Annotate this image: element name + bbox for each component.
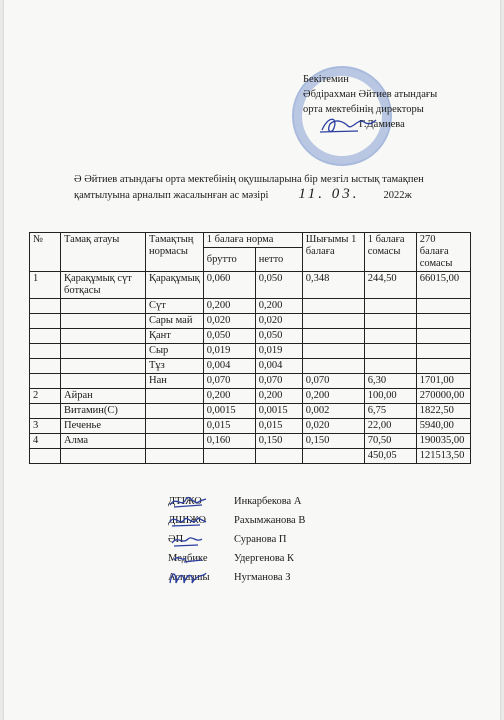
table-cell-sum1 bbox=[364, 344, 416, 359]
table-cell-yield: 0,070 bbox=[302, 374, 364, 389]
table-cell-sum270 bbox=[416, 344, 470, 359]
table-cell-sum270: 270000,00 bbox=[416, 389, 470, 404]
title-line-1: Ә Әйтиев атындағы орта мектебінің оқушыларына бір мезгіл ыстық тамақпен bbox=[74, 174, 424, 185]
table-cell-food: Алма bbox=[61, 434, 146, 449]
table-cell-food: Қарақұмық сүт ботқасы bbox=[61, 272, 146, 299]
table-cell-num bbox=[30, 374, 61, 389]
table-header-row bbox=[30, 233, 471, 248]
signature-name: Суранова П bbox=[234, 534, 287, 545]
table-cell-num: 3 bbox=[30, 419, 61, 434]
table-row bbox=[30, 329, 471, 344]
header-num: № bbox=[30, 233, 61, 272]
handwritten-signature bbox=[168, 493, 208, 511]
table-cell-norm bbox=[146, 449, 204, 464]
table-cell-net: 0,200 bbox=[255, 299, 302, 314]
table-cell-sum270: 66015,00 bbox=[416, 272, 470, 299]
signature-row bbox=[168, 530, 468, 549]
table-cell-gross: 0,020 bbox=[203, 314, 255, 329]
table-cell-gross: 0,015 bbox=[203, 419, 255, 434]
table-cell-gross: 0,200 bbox=[203, 389, 255, 404]
table-body bbox=[30, 272, 471, 464]
signature-name: Инкарбекова А bbox=[234, 496, 302, 507]
table-row bbox=[30, 272, 471, 299]
table-cell-num bbox=[30, 344, 61, 359]
signature-row bbox=[168, 568, 468, 587]
table-cell-sum1: 244,50 bbox=[364, 272, 416, 299]
table-cell-norm: Нан bbox=[146, 374, 204, 389]
table-cell-sum1 bbox=[364, 299, 416, 314]
table-cell-gross: 0,0015 bbox=[203, 404, 255, 419]
table-cell-sum1 bbox=[364, 329, 416, 344]
header-food: Тамақ атауы bbox=[61, 233, 146, 272]
signature-role: ӘП bbox=[168, 534, 184, 545]
table-cell-food bbox=[61, 374, 146, 389]
table-cell-norm bbox=[146, 434, 204, 449]
table-cell-yield bbox=[302, 329, 364, 344]
table-cell-net: 0,070 bbox=[255, 374, 302, 389]
table-cell-yield: 0,150 bbox=[302, 434, 364, 449]
signature-row bbox=[168, 492, 468, 511]
table-cell-food bbox=[61, 329, 146, 344]
signature-row bbox=[168, 549, 468, 568]
table-cell-yield bbox=[302, 359, 364, 374]
table-cell-num: 4 bbox=[30, 434, 61, 449]
table-cell-num bbox=[30, 449, 61, 464]
signature-name: Удергенова К bbox=[234, 553, 295, 564]
approval-heading: Бекітемин bbox=[303, 74, 349, 85]
table-cell-norm: Қант bbox=[146, 329, 204, 344]
table-cell-num bbox=[30, 329, 61, 344]
table-cell-gross: 0,070 bbox=[203, 374, 255, 389]
table-row bbox=[30, 389, 471, 404]
table-cell-food bbox=[61, 359, 146, 374]
table-cell-net: 0,020 bbox=[255, 314, 302, 329]
table-cell-food bbox=[61, 344, 146, 359]
signature-name: Рахымжанова В bbox=[234, 515, 306, 526]
menu-table bbox=[29, 232, 471, 464]
table-cell-yield: 0,348 bbox=[302, 272, 364, 299]
table-cell-net: 0,0015 bbox=[255, 404, 302, 419]
table-row bbox=[30, 449, 471, 464]
table-cell-sum270 bbox=[416, 314, 470, 329]
approval-school: Әбдірахман Әйтиев атындағы bbox=[303, 89, 438, 100]
table-cell-sum270: 1822,50 bbox=[416, 404, 470, 419]
table-cell-sum1: 70,50 bbox=[364, 434, 416, 449]
table-cell-yield bbox=[302, 314, 364, 329]
table-cell-sum270: 1701,00 bbox=[416, 374, 470, 389]
table-cell-yield bbox=[302, 344, 364, 359]
table-row bbox=[30, 314, 471, 329]
table-cell-net: 0,200 bbox=[255, 389, 302, 404]
table-cell-norm: Сыр bbox=[146, 344, 204, 359]
table-cell-sum270 bbox=[416, 359, 470, 374]
table-row bbox=[30, 404, 471, 419]
table-cell-num bbox=[30, 359, 61, 374]
signature-name: Нугманова З bbox=[234, 572, 291, 583]
table-row bbox=[30, 419, 471, 434]
table-row bbox=[30, 344, 471, 359]
table-cell-num bbox=[30, 314, 61, 329]
table-cell-gross: 0,004 bbox=[203, 359, 255, 374]
header-yield: Шығымы 1 балаға bbox=[302, 233, 364, 272]
title-line-2: қамтылуына арналып жасалынған ас мәзірі bbox=[74, 190, 269, 201]
table-cell-gross: 0,019 bbox=[203, 344, 255, 359]
table-cell-net bbox=[255, 449, 302, 464]
table-cell-yield: 0,002 bbox=[302, 404, 364, 419]
handwritten-signature bbox=[168, 550, 208, 568]
table-cell-norm bbox=[146, 404, 204, 419]
signature-role: Медбике bbox=[168, 553, 208, 564]
handwritten-signature bbox=[168, 531, 208, 549]
handwritten-signature bbox=[168, 569, 208, 587]
table-cell-norm: Қарақұмық bbox=[146, 272, 204, 299]
table-cell-norm: Сары май bbox=[146, 314, 204, 329]
table-cell-sum270 bbox=[416, 299, 470, 314]
table-cell-sum1: 22,00 bbox=[364, 419, 416, 434]
table-cell-norm: Тұз bbox=[146, 359, 204, 374]
table-cell-num bbox=[30, 404, 61, 419]
signature-role: ДШІЖО bbox=[168, 515, 206, 526]
table-cell-norm: Сүт bbox=[146, 299, 204, 314]
header-net: нетто bbox=[255, 248, 302, 272]
table-cell-gross bbox=[203, 449, 255, 464]
table-cell-gross: 0,200 bbox=[203, 299, 255, 314]
director-signature bbox=[318, 112, 378, 136]
table-cell-food: Витамин(С) bbox=[61, 404, 146, 419]
handwritten-date: 11. 03. bbox=[298, 186, 360, 202]
table-cell-food: Айран bbox=[61, 389, 146, 404]
document-title bbox=[74, 172, 494, 203]
table-cell-sum1: 450,05 bbox=[364, 449, 416, 464]
handwritten-signature bbox=[168, 512, 208, 530]
signatures-block bbox=[168, 492, 468, 587]
table-cell-net: 0,004 bbox=[255, 359, 302, 374]
header-norm: Тамақтың нормасы bbox=[146, 233, 204, 272]
table-row bbox=[30, 434, 471, 449]
table-cell-sum270: 5940,00 bbox=[416, 419, 470, 434]
table-row bbox=[30, 374, 471, 389]
table-cell-food bbox=[61, 449, 146, 464]
table-cell-norm bbox=[146, 419, 204, 434]
director-name: Г.Дамиева bbox=[359, 119, 405, 130]
table-cell-net: 0,050 bbox=[255, 329, 302, 344]
title-year: 2022ж bbox=[383, 190, 412, 201]
signature-row bbox=[168, 511, 468, 530]
table-cell-norm bbox=[146, 389, 204, 404]
table-cell-yield bbox=[302, 299, 364, 314]
table-cell-num bbox=[30, 299, 61, 314]
approval-position: орта мектебінің директоры bbox=[303, 104, 424, 115]
table-cell-sum1 bbox=[364, 359, 416, 374]
table-cell-sum270: 121513,50 bbox=[416, 449, 470, 464]
table-cell-gross: 0,050 bbox=[203, 329, 255, 344]
table-cell-food: Печенье bbox=[61, 419, 146, 434]
table-cell-yield bbox=[302, 449, 364, 464]
table-cell-sum1: 6,75 bbox=[364, 404, 416, 419]
signature-role: ДТІЖО bbox=[168, 496, 202, 507]
table-cell-net: 0,015 bbox=[255, 419, 302, 434]
table-cell-sum1: 100,00 bbox=[364, 389, 416, 404]
table-cell-sum1: 6,30 bbox=[364, 374, 416, 389]
table-cell-food bbox=[61, 314, 146, 329]
table-row bbox=[30, 299, 471, 314]
header-sum1: 1 балаға сомасы bbox=[364, 233, 416, 272]
table-cell-num: 1 bbox=[30, 272, 61, 299]
table-cell-food bbox=[61, 299, 146, 314]
table-row bbox=[30, 359, 471, 374]
table-cell-gross: 0,060 bbox=[203, 272, 255, 299]
table-cell-gross: 0,160 bbox=[203, 434, 255, 449]
table-cell-yield: 0,020 bbox=[302, 419, 364, 434]
table-cell-sum1 bbox=[364, 314, 416, 329]
table-cell-num: 2 bbox=[30, 389, 61, 404]
table-cell-sum270: 190035,00 bbox=[416, 434, 470, 449]
table-cell-net: 0,150 bbox=[255, 434, 302, 449]
table-cell-net: 0,019 bbox=[255, 344, 302, 359]
header-gross: брутто bbox=[203, 248, 255, 272]
header-per-child: 1 балаға норма bbox=[203, 233, 302, 248]
header-sum270: 270 балаға сомасы bbox=[416, 233, 470, 272]
table-cell-yield: 0,200 bbox=[302, 389, 364, 404]
table-cell-net: 0,050 bbox=[255, 272, 302, 299]
table-cell-sum270 bbox=[416, 329, 470, 344]
signature-role: Аспазшы bbox=[168, 572, 210, 583]
